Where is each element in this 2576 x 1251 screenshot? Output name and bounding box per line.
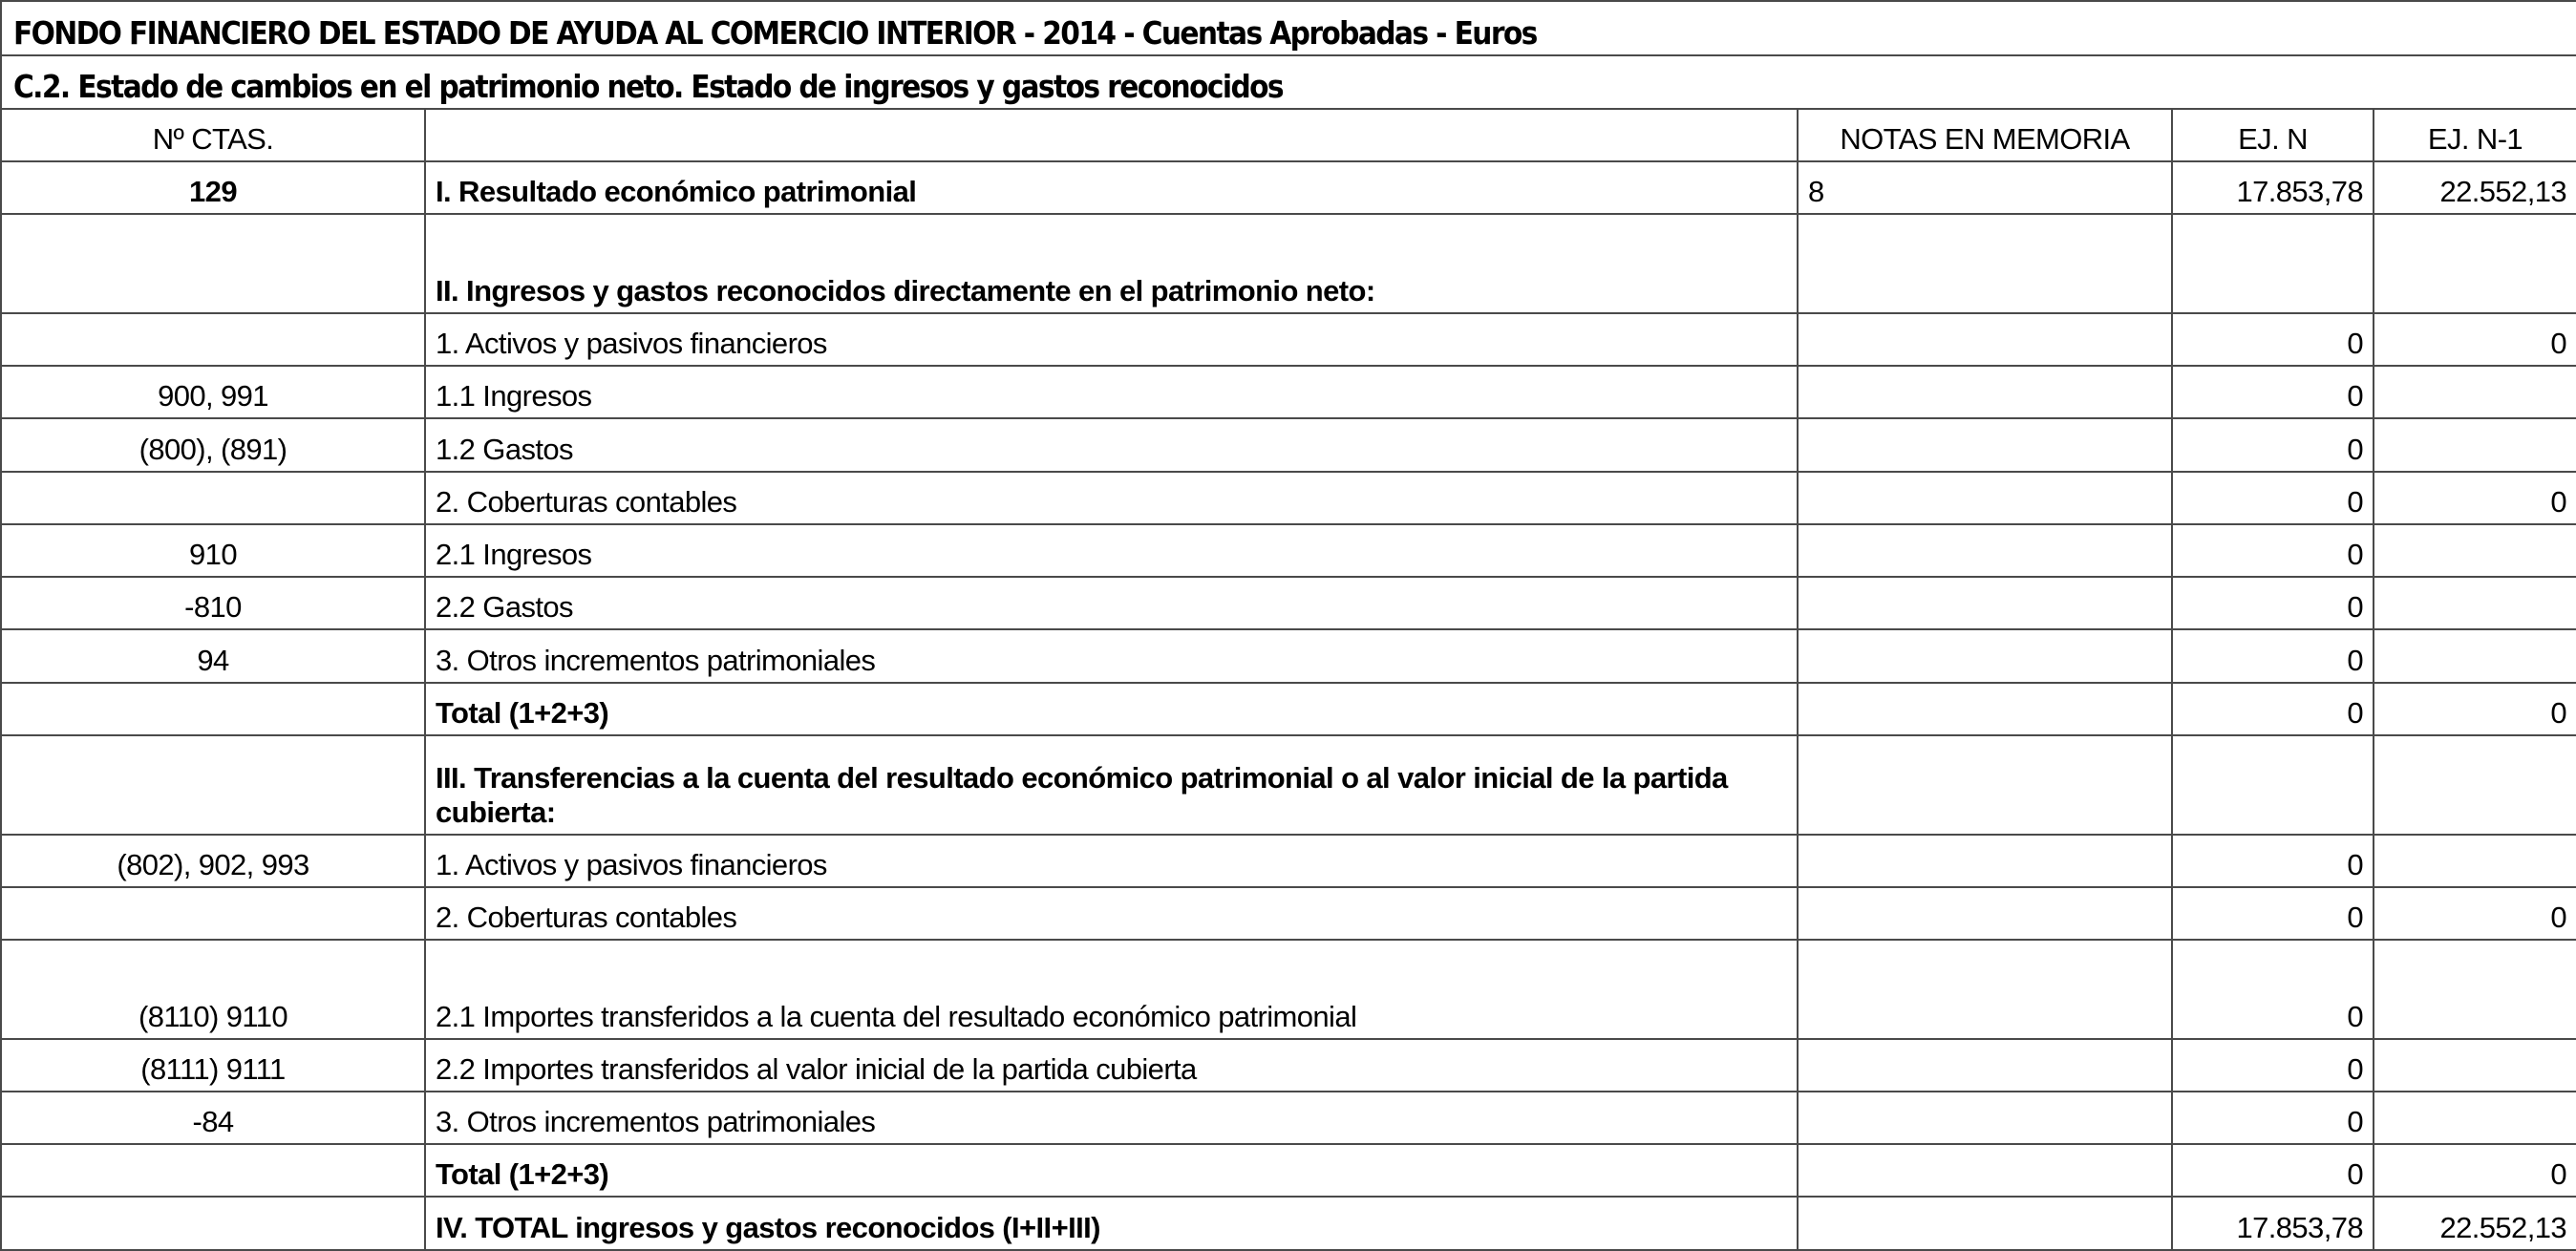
row-notas-cell	[1798, 366, 2172, 418]
row-notas-cell	[1798, 418, 2172, 471]
table-row	[1, 940, 2576, 1039]
row-concept-cell: 1. Activos y pasivos financieros	[425, 835, 1798, 887]
row-ej-n-cell	[2172, 214, 2374, 313]
row-ctas-cell: (800), (891)	[1, 418, 425, 471]
row-concept-cell: 2.1 Importes transferidos a la cuenta del resultado económico patrimonial	[425, 940, 1798, 1039]
row-ej-n1-cell	[2374, 577, 2576, 629]
row-concept-cell: 1.2 Gastos	[425, 418, 1798, 471]
row-ej-n1-cell: 22.552,13	[2374, 1197, 2576, 1250]
row-ctas-cell: -810	[1, 577, 425, 629]
row-ctas-cell: 900, 991	[1, 366, 425, 418]
row-notas-cell	[1798, 1144, 2172, 1197]
row-notas-cell	[1798, 214, 2172, 313]
row-ej-n1-cell: 22.552,13	[2374, 161, 2576, 214]
table-row	[1, 366, 2576, 418]
table-row	[1, 1092, 2576, 1144]
row-concept-cell: III. Transferencias a la cuenta del resultado económico patrimonial o al valor inicial de la partida cubierta:	[425, 735, 1798, 835]
row-ctas-cell	[1, 1197, 425, 1250]
row-notas-cell	[1798, 835, 2172, 887]
row-ctas-cell	[1, 313, 425, 366]
row-notas-cell	[1798, 577, 2172, 629]
row-ej-n-cell: 0	[2172, 1144, 2374, 1197]
table-row	[1, 835, 2576, 887]
row-ej-n1-cell: 0	[2374, 887, 2576, 940]
table-row	[1, 524, 2576, 577]
row-notas-cell	[1798, 940, 2172, 1039]
row-notas-cell	[1798, 683, 2172, 735]
row-ej-n1-cell	[2374, 835, 2576, 887]
row-concept-cell: I. Resultado económico patrimonial	[425, 161, 1798, 214]
row-concept-cell: II. Ingresos y gastos reconocidos directamente en el patrimonio neto:	[425, 214, 1798, 313]
row-ctas-cell: 910	[1, 524, 425, 577]
row-concept-cell: 3. Otros incrementos patrimoniales	[425, 1092, 1798, 1144]
row-concept-cell: 1. Activos y pasivos financieros	[425, 313, 1798, 366]
row-notas-cell	[1798, 524, 2172, 577]
table-row	[1, 161, 2576, 214]
row-concept-cell: 3. Otros incrementos patrimoniales	[425, 629, 1798, 682]
row-ej-n1-cell	[2374, 366, 2576, 418]
row-ctas-cell: 94	[1, 629, 425, 682]
row-ctas-cell: -84	[1, 1092, 425, 1144]
row-ej-n1-cell: 0	[2374, 472, 2576, 524]
row-concept-cell: Total (1+2+3)	[425, 683, 1798, 735]
row-notas-cell	[1798, 629, 2172, 682]
table-row	[1, 214, 2576, 313]
row-ctas-cell	[1, 472, 425, 524]
row-ej-n-cell: 0	[2172, 1039, 2374, 1092]
row-ej-n1-cell	[2374, 940, 2576, 1039]
row-ej-n-cell: 17.853,78	[2172, 161, 2374, 214]
row-ej-n-cell: 0	[2172, 313, 2374, 366]
table-header-row	[1, 109, 2576, 161]
row-concept-cell: 1.1 Ingresos	[425, 366, 1798, 418]
table-row	[1, 418, 2576, 471]
row-ej-n1-cell: 0	[2374, 683, 2576, 735]
row-ej-n-cell: 0	[2172, 835, 2374, 887]
table-row	[1, 1197, 2576, 1250]
row-ej-n-cell: 0	[2172, 577, 2374, 629]
row-notas-cell	[1798, 1092, 2172, 1144]
document-title: FONDO FINANCIERO DEL ESTADO DE AYUDA AL COMERCIO INTERIOR - 2014 - Cuentas Aprobadas - Euros	[1, 1, 2576, 55]
row-notas-cell	[1798, 1039, 2172, 1092]
row-ej-n-cell: 0	[2172, 683, 2374, 735]
row-ej-n-cell: 0	[2172, 418, 2374, 471]
row-concept-cell: 2.1 Ingresos	[425, 524, 1798, 577]
header-notas: NOTAS EN MEMORIA	[1798, 109, 2172, 161]
row-ctas-cell: (8111) 9111	[1, 1039, 425, 1092]
header-concept	[425, 109, 1798, 161]
row-ej-n-cell: 0	[2172, 629, 2374, 682]
row-ctas-cell: (802), 902, 993	[1, 835, 425, 887]
row-ej-n1-cell	[2374, 1039, 2576, 1092]
row-ej-n-cell: 0	[2172, 366, 2374, 418]
header-ej-n: EJ. N	[2172, 109, 2374, 161]
table-row	[1, 683, 2576, 735]
row-ej-n1-cell	[2374, 524, 2576, 577]
document-subtitle: C.2. Estado de cambios en el patrimonio neto. Estado de ingresos y gastos reconocidos	[1, 55, 2576, 108]
header-ej-n1: EJ. N-1	[2374, 109, 2576, 161]
row-ctas-cell	[1, 214, 425, 313]
row-ctas-cell: 129	[1, 161, 425, 214]
table-row	[1, 887, 2576, 940]
row-ctas-cell	[1, 735, 425, 835]
table-row	[1, 577, 2576, 629]
row-ctas-cell: (8110) 9110	[1, 940, 425, 1039]
row-ej-n-cell: 0	[2172, 472, 2374, 524]
row-concept-cell: 2. Coberturas contables	[425, 472, 1798, 524]
row-ej-n-cell: 0	[2172, 524, 2374, 577]
table-row	[1, 313, 2576, 366]
row-ej-n-cell	[2172, 735, 2374, 835]
table-row	[1, 1039, 2576, 1092]
table-row	[1, 629, 2576, 682]
row-concept-cell: IV. TOTAL ingresos y gastos reconocidos (I+II+III)	[425, 1197, 1798, 1250]
row-ej-n-cell: 0	[2172, 887, 2374, 940]
row-concept-cell: 2. Coberturas contables	[425, 887, 1798, 940]
row-ej-n1-cell	[2374, 214, 2576, 313]
row-ej-n1-cell	[2374, 629, 2576, 682]
row-ej-n1-cell	[2374, 735, 2576, 835]
row-notas-cell	[1798, 1197, 2172, 1250]
row-ej-n1-cell	[2374, 1092, 2576, 1144]
row-ej-n1-cell: 0	[2374, 313, 2576, 366]
row-concept-cell: 2.2 Importes transferidos al valor inicial de la partida cubierta	[425, 1039, 1798, 1092]
table-row	[1, 472, 2576, 524]
row-notas-cell	[1798, 735, 2172, 835]
row-ej-n-cell: 17.853,78	[2172, 1197, 2374, 1250]
row-ej-n1-cell: 0	[2374, 1144, 2576, 1197]
row-notas-cell	[1798, 472, 2172, 524]
row-ej-n1-cell	[2374, 418, 2576, 471]
header-ctas: Nº CTAS.	[1, 109, 425, 161]
row-concept-cell: Total (1+2+3)	[425, 1144, 1798, 1197]
row-concept-cell: 2.2 Gastos	[425, 577, 1798, 629]
table-row	[1, 735, 2576, 835]
row-ej-n-cell: 0	[2172, 1092, 2374, 1144]
row-ctas-cell	[1, 683, 425, 735]
row-ctas-cell	[1, 1144, 425, 1197]
row-ej-n-cell: 0	[2172, 940, 2374, 1039]
row-notas-cell	[1798, 887, 2172, 940]
row-ctas-cell	[1, 887, 425, 940]
table-row	[1, 1144, 2576, 1197]
row-notas-cell	[1798, 313, 2172, 366]
row-notas-cell: 8	[1798, 161, 2172, 214]
